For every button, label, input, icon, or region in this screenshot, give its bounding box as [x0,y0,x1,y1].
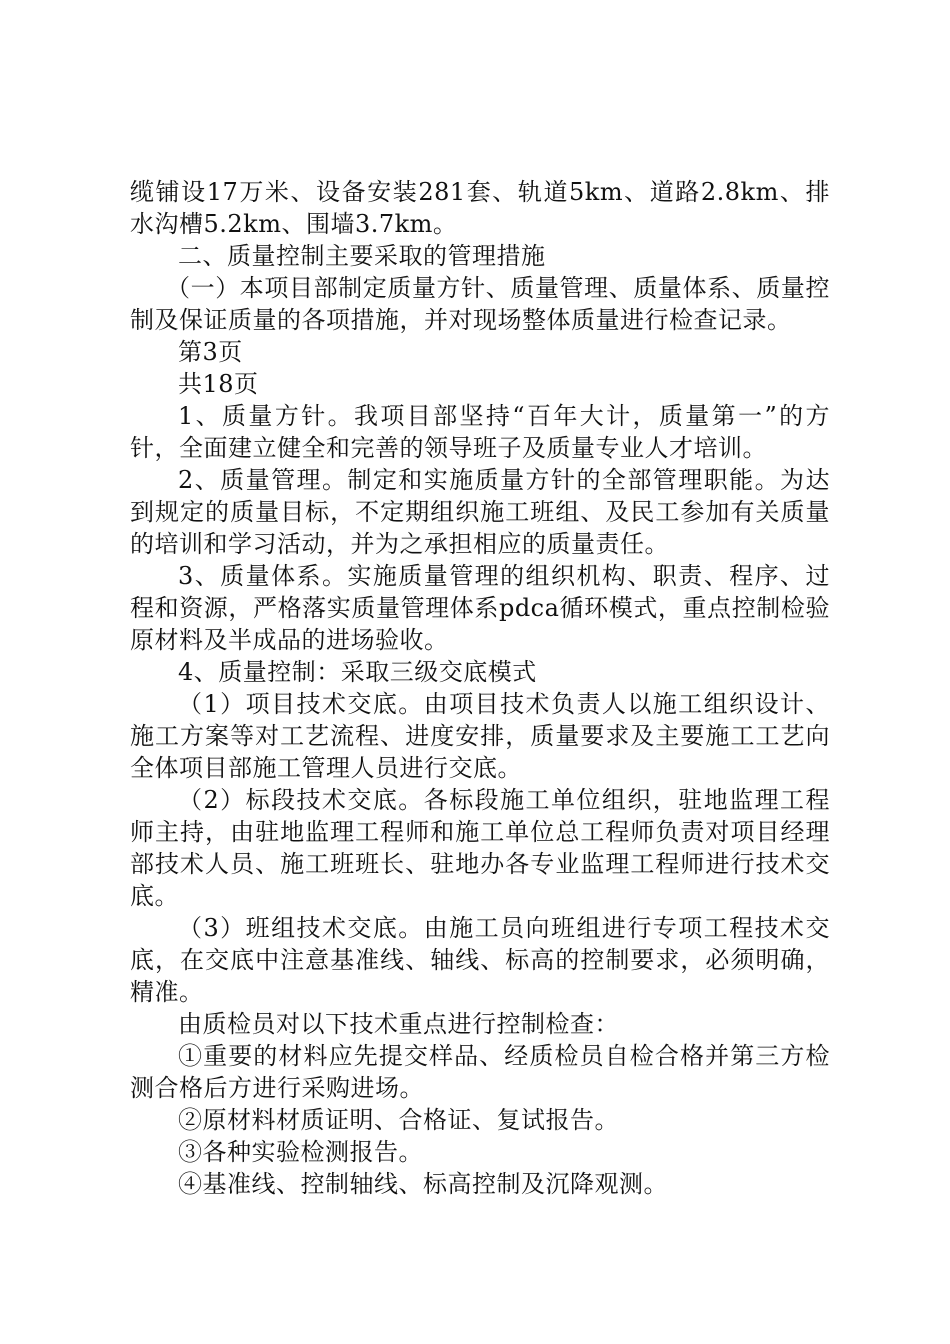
paragraph-team-briefing: （3）班组技术交底。由施工员向班组进行专项工程技术交底，在交底中注意基准线、轴线、标高的控制要求，必须明确，精准。 [130,914,830,1006]
paragraph-subsection-one: （一）本项目部制定质量方针、质量管理、质量体系、质量控制及保证质量的各项措施，并对现场整体质量进行检查记录。 [130,274,830,334]
paragraph-quality-system: 3、质量体系。实施质量管理的组织机构、职责、程序、过程和资源，严格落实质量管理体系pdca循环模式，重点控制检验原材料及半成品的进场验收。 [130,562,830,654]
list-item-materials: ①重要的材料应先提交样品、经质检员自检合格并第三方检测合格后方进行采购进场。 [130,1042,830,1102]
paragraph-quality-policy: 1、质量方针。我项目部坚持“百年大计，质量第一”的方针，全面建立健全和完善的领导班子及质量专业人才培训。 [130,402,830,462]
paragraph-cable-stats: 缆铺设17万米、设备安装281套、轨道5km、道路2.8km、排水沟槽5.2km、围墙3.7km。 [130,178,830,238]
list-item-baseline-control: ④基准线、控制轴线、标高控制及沉降观测。 [178,1170,668,1198]
paragraph-inspector-checks: 由质检员对以下技术重点进行控制检查： [178,1010,619,1038]
page-total: 共18页 [178,370,259,398]
page-number: 第3页 [178,338,243,366]
paragraph-quality-control: 4、质量控制：采取三级交底模式 [178,658,537,686]
paragraph-project-briefing: （1）项目技术交底。由项目技术负责人以施工组织设计、施工方案等对工艺流程、进度安排，质量要求及主要施工工艺向全体项目部施工管理人员进行交底。 [130,690,830,782]
list-item-certificates: ②原材料材质证明、合格证、复试报告。 [178,1106,619,1134]
paragraph-quality-management: 2、质量管理。制定和实施质量方针的全部管理职能。为达到规定的质量目标，不定期组织施工班组、及民工参加有关质量的培训和学习活动，并为之承担相应的质量责任。 [130,466,830,558]
list-item-test-reports: ③各种实验检测报告。 [178,1138,423,1166]
document-body [130,176,830,1200]
section-heading-quality-measures: 二、质量控制主要采取的管理措施 [178,242,546,270]
paragraph-section-briefing: （2）标段技术交底。各标段施工单位组织，驻地监理工程师主持，由驻地监理工程师和施工单位总工程师负责对项目经理部技术人员、施工班班长、驻地办各专业监理工程师进行技术交底。 [130,786,830,910]
